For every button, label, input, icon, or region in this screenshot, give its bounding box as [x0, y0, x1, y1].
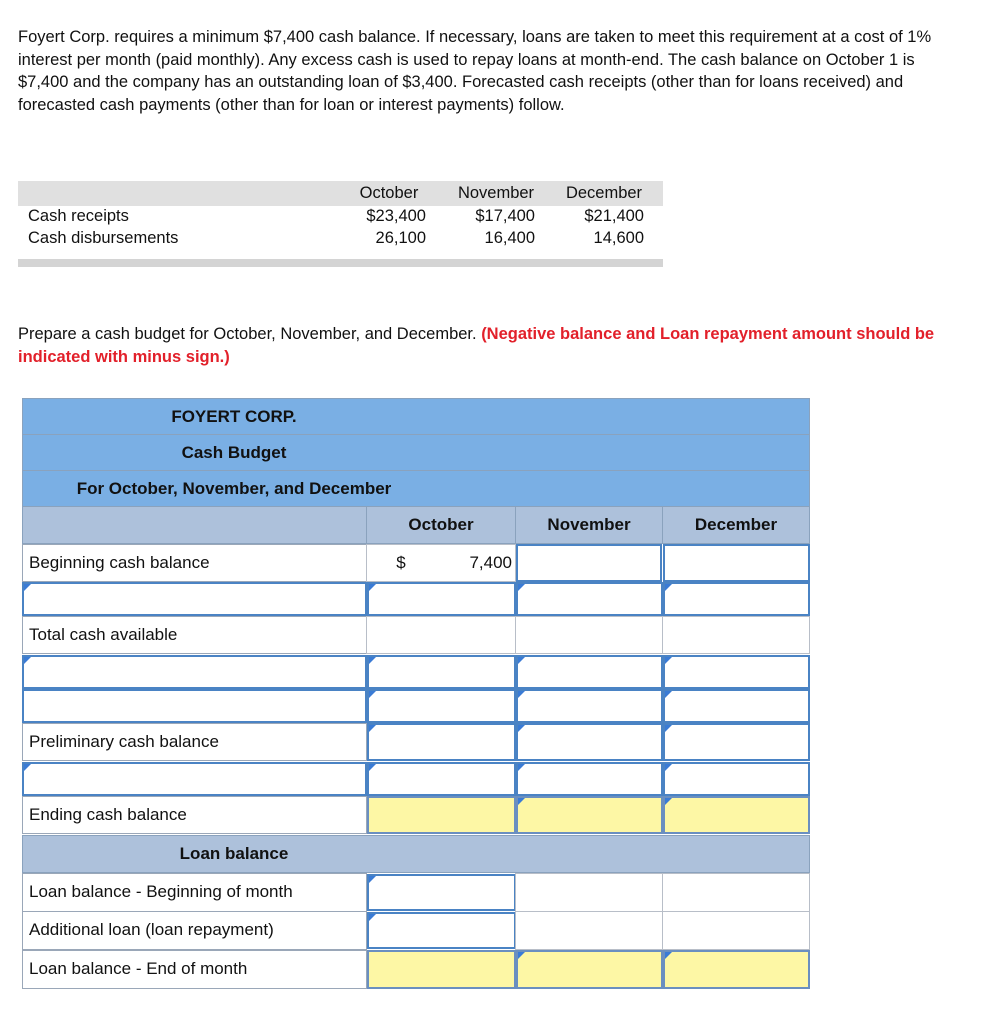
ending-cash-october-total[interactable]	[367, 796, 516, 834]
forecast-header-october: October	[359, 184, 419, 202]
row5-october-input[interactable]	[367, 689, 516, 723]
forecast-table-footer	[18, 259, 663, 267]
dropdown-marker-icon	[518, 725, 525, 732]
forecast-row-label-receipts: Cash receipts	[28, 207, 129, 225]
row7-october-input[interactable]	[367, 762, 516, 796]
row-label-loan-end: Loan balance - End of month	[22, 950, 367, 989]
dropdown-marker-icon	[665, 798, 672, 805]
loan-beginning-november-cell	[515, 873, 663, 912]
budget-title: Cash Budget	[181, 443, 287, 462]
interest-label-input[interactable]	[22, 689, 367, 723]
loan-activity-label-input[interactable]	[22, 762, 367, 796]
loan-end-december-total[interactable]	[663, 950, 810, 989]
forecast-receipts-november: $17,400	[475, 207, 535, 225]
row4-november-input[interactable]	[516, 655, 663, 689]
beginning-cash-december-input[interactable]	[663, 544, 810, 582]
loan-balance-section-title: Loan balance	[179, 844, 289, 863]
loan-beginning-october-input[interactable]	[367, 874, 516, 911]
dropdown-marker-icon	[369, 876, 376, 883]
forecast-receipts-december: $21,400	[584, 207, 644, 225]
loan-additional-november-cell	[515, 911, 663, 950]
row2-october-input[interactable]	[367, 582, 516, 616]
forecast-row-label-disbursements: Cash disbursements	[28, 229, 179, 247]
forecast-header-november: November	[457, 184, 535, 202]
dropdown-marker-icon	[518, 691, 525, 698]
preliminary-december-input[interactable]	[663, 723, 810, 761]
ending-cash-december-total[interactable]	[663, 796, 810, 834]
row7-december-input[interactable]	[663, 762, 810, 796]
dropdown-marker-icon	[665, 691, 672, 698]
dropdown-marker-icon	[369, 725, 376, 732]
forecast-disbursements-october: 26,100	[375, 229, 426, 247]
row2-november-input[interactable]	[516, 582, 663, 616]
row-label-beginning-cash: Beginning cash balance	[22, 544, 367, 582]
loan-additional-december-cell	[662, 911, 810, 950]
dropdown-marker-icon	[518, 764, 525, 771]
dropdown-marker-icon	[369, 691, 376, 698]
instructions-note: (Negative balance and Loan repayment amount should be indicated with minus sign.)	[18, 325, 935, 366]
dropdown-marker-icon	[665, 952, 672, 959]
preliminary-october-input[interactable]	[367, 723, 516, 761]
instructions	[18, 323, 948, 369]
beginning-cash-november-input[interactable]	[516, 544, 662, 582]
instructions-main: Prepare a cash budget for October, November, and December.	[18, 325, 477, 343]
ending-cash-november-total[interactable]	[516, 796, 663, 834]
total-cash-october-cell	[366, 616, 516, 654]
dropdown-marker-icon	[518, 798, 525, 805]
total-cash-december-cell	[662, 616, 810, 654]
preliminary-november-input[interactable]	[516, 723, 663, 761]
loan-beginning-december-cell	[662, 873, 810, 912]
loan-end-october-total[interactable]	[367, 950, 516, 989]
forecast-table	[18, 181, 663, 267]
disbursements-label-input[interactable]	[22, 655, 367, 689]
dropdown-marker-icon	[665, 657, 672, 664]
forecast-disbursements-november: 16,400	[484, 229, 535, 247]
forecast-receipts-october: $23,400	[366, 207, 426, 225]
loan-end-november-total[interactable]	[516, 950, 663, 989]
dropdown-marker-icon	[24, 764, 31, 771]
dropdown-marker-icon	[665, 584, 672, 591]
dropdown-marker-icon	[369, 764, 376, 771]
total-cash-november-cell	[515, 616, 663, 654]
row4-december-input[interactable]	[663, 655, 810, 689]
loan-additional-october-input[interactable]	[367, 912, 516, 949]
dropdown-marker-icon	[665, 764, 672, 771]
row7-november-input[interactable]	[516, 762, 663, 796]
row5-december-input[interactable]	[663, 689, 810, 723]
row-label-loan-additional: Additional loan (loan repayment)	[22, 911, 367, 950]
dropdown-marker-icon	[518, 584, 525, 591]
dropdown-marker-icon	[24, 657, 31, 664]
cash-receipts-label-input[interactable]	[22, 582, 367, 616]
dropdown-marker-icon	[24, 584, 31, 591]
row-label-ending-cash: Ending cash balance	[22, 796, 367, 834]
dropdown-marker-icon	[369, 657, 376, 664]
beginning-cash-october-currency: $	[396, 553, 406, 572]
company-name: FOYERT CORP.	[171, 407, 297, 426]
beginning-cash-october-value: 7,400	[469, 553, 512, 572]
dropdown-marker-icon	[518, 657, 525, 664]
problem-statement: Foyert Corp. requires a minimum $7,400 cash balance. If necessary, loans are taken to meet this requirement at a cost of 1% interest per month (paid monthly). Any excess cash is used to repay loans at month-end. The cash balance on October 1 is $7,400 and the company has an outstanding loan of $3,400. Forecasted cash receipts (other than for loans received) and forecasted cash payments (other than for loan or interest payments) follow.	[18, 28, 932, 114]
row4-october-input[interactable]	[367, 655, 516, 689]
dropdown-marker-icon	[518, 952, 525, 959]
row-label-loan-beginning: Loan balance - Beginning of month	[22, 873, 367, 912]
dropdown-marker-icon	[369, 914, 376, 921]
row5-november-input[interactable]	[516, 689, 663, 723]
forecast-header-december: December	[565, 184, 643, 202]
column-header-december: December	[662, 506, 810, 544]
dropdown-marker-icon	[665, 725, 672, 732]
budget-period: For October, November, and December	[76, 479, 392, 498]
cash-budget-grid	[22, 398, 810, 990]
column-header-october: October	[366, 506, 516, 544]
row-label-preliminary-cash: Preliminary cash balance	[22, 723, 367, 761]
column-header-november: November	[515, 506, 663, 544]
dropdown-marker-icon	[369, 584, 376, 591]
row2-december-input[interactable]	[663, 582, 810, 616]
forecast-disbursements-december: 14,600	[593, 229, 644, 247]
column-header-blank	[22, 506, 367, 544]
row-label-total-cash-available: Total cash available	[22, 616, 367, 654]
